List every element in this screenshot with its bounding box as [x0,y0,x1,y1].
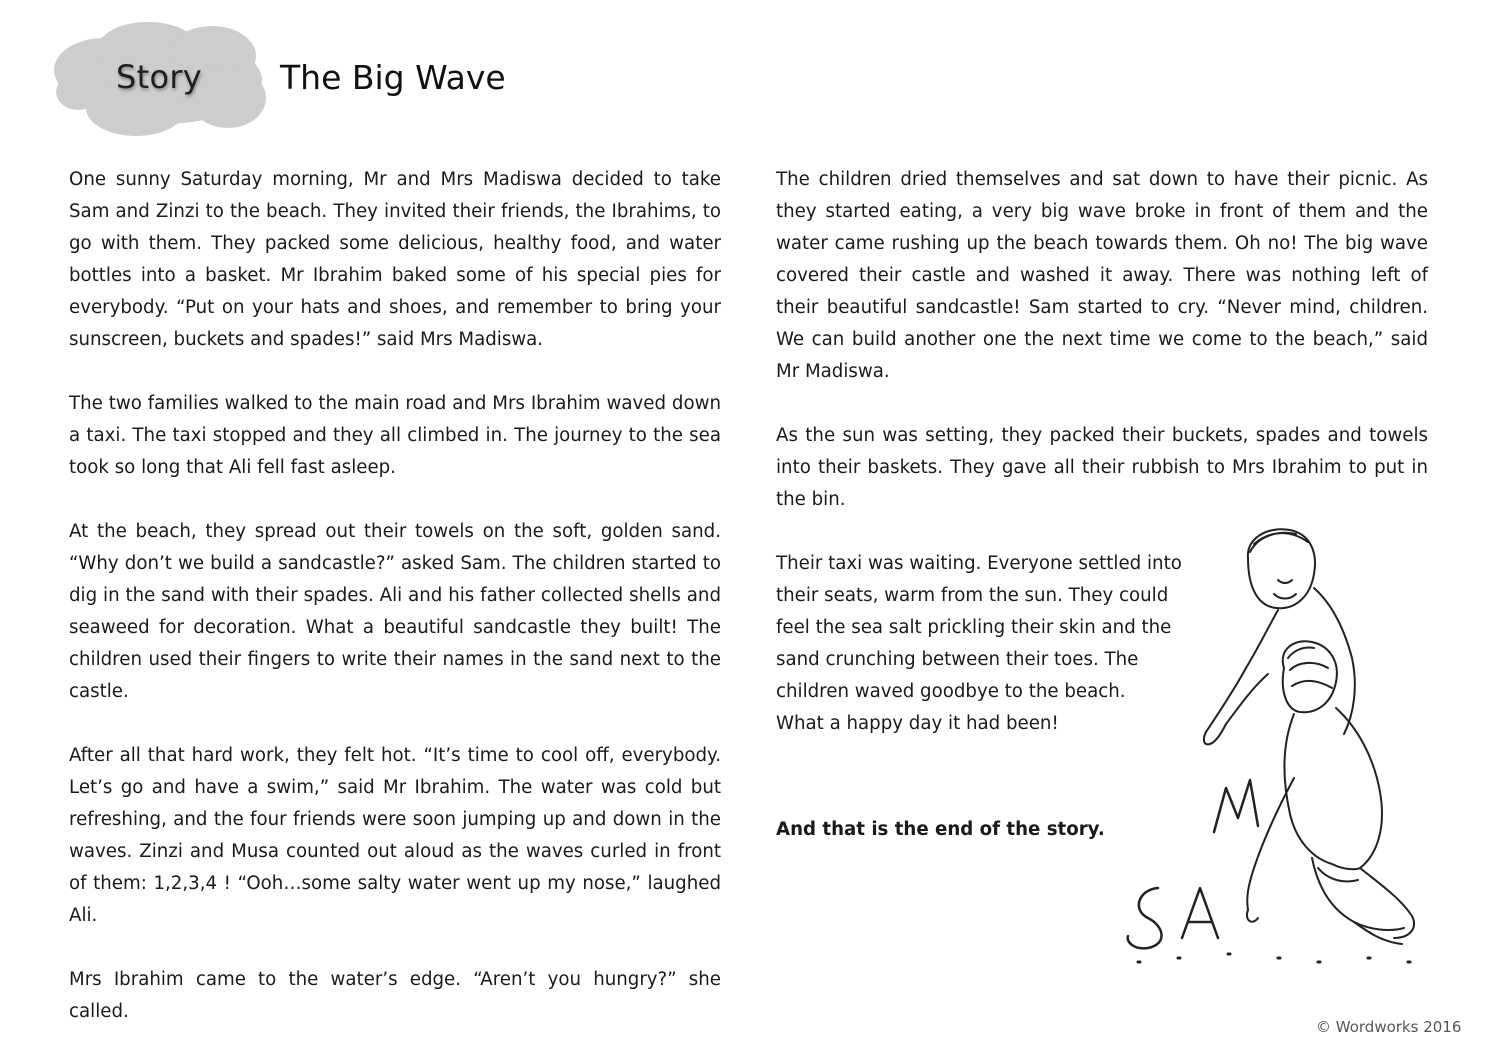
page-title: The Big Wave [280,58,506,97]
story-paragraph: The children dried themselves and sat down to have their picnic. As they started eating, a very big wave broke in front of them and the water came rushing up the beach towards them. Oh no! The big wave covered their castle and washed it away. There was nothing left of their beautiful sandcastle! Sam started to cry. “Never mind, children. We can build another one the next time we come to the beach,” said Mr Madiswa. [776,169,1428,382]
story-text: Their taxi was waiting. Everyone settled into their seats, warm from the sun. They could feel the sea salt prickling their skin and the sand crunching between their toes. The children waved goodbye to the beach. [776,553,1182,702]
copyright: © Wordworks 2016 [1316,1018,1462,1036]
story-paragraph: As the sun was setting, they packed their buckets, spades and towels into their baskets. They gave all their rubbish to Mrs Ibrahim to put in the bin. [776,425,1428,510]
story-paragraph: One sunny Saturday morning, Mr and Mrs Madiswa decided to take Sam and Zinzi to the beach. They invited their friends, the Ibrahims, to go with them. They packed some delicious, healthy food, and water bottles into a basket. Mr Ibrahim baked some of his special pies for everybody. “Put on your hats and shoes, and remember to bring your sunscreen, buckets and spades!” said Mrs Madiswa. [69,169,721,350]
story-paragraph: After all that hard work, they felt hot. “It’s time to cool off, everybody. Let’s go and have a swim,” said Mr Ibrahim. The water was cold but refreshing, and the four friends were soon jumping up and down in the waves. Zinzi and Musa counted out aloud as the waves curled in front of them: 1,2,3,4 ! “Ooh…some salty water went up my nose,” laughed Ali. [69,745,721,926]
section-label: Story [116,58,203,96]
story-ending: And that is the end of the story. [776,819,1105,840]
story-paragraph: The two families walked to the main road and Mrs Ibrahim waved down a taxi. The taxi stopped and they all climbed in. The journey to the sea took so long that Ali fell fast asleep. [69,393,721,478]
story-paragraph: Mrs Ibrahim came to the water’s edge. “Aren’t you hungry?” she called. [69,969,721,1022]
story-column-left [69,164,721,1060]
story-text: What a happy day it had been! [776,713,1059,734]
children-illustration [1118,518,1430,970]
story-paragraph: At the beach, they spread out their towels on the soft, golden sand. “Why don’t we build a sandcastle?” asked Sam. The children started to dig in the sand with their spades. Ali and his father collected shells and seaweed for decoration. What a beautiful sandcastle they built! The children used their fingers to write their names in the sand next to the castle. [69,521,721,702]
